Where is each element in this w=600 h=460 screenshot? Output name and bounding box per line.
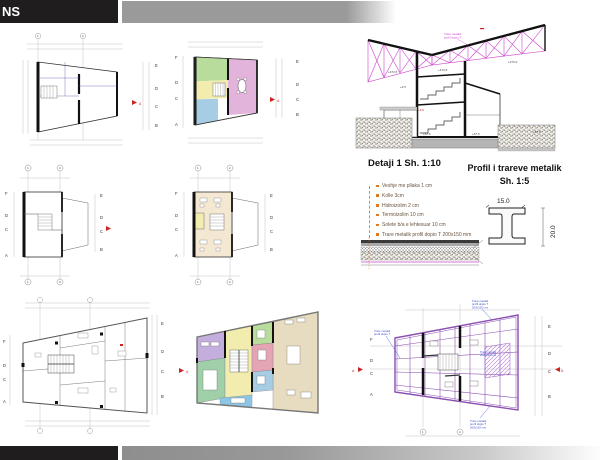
section-cut-label: A [139,102,142,106]
grid-letter: C [3,377,7,382]
section-cut-marker [132,100,137,105]
section-cut-marker [270,97,275,102]
svg-text:Trare metalik: Trare metalik [470,419,487,423]
ibeam-shape [489,208,525,244]
elevation-label: +57.5 [423,132,431,136]
red-tick [120,344,123,346]
room-green [195,57,228,82]
grid-letter: D [175,213,179,218]
bottom-black-band [0,446,118,460]
svg-text:Trare metalik: Trare metalik [374,329,391,333]
grid-letter: D [5,213,9,218]
detail-leader-line [369,186,370,238]
grid-letter: C [270,229,274,234]
grid-bubble-1: 1 [27,166,29,171]
right-truss-wing [432,25,545,65]
section-cut-marker [555,367,560,372]
grid-letter: E [270,193,273,198]
beam-note-top [472,299,492,320]
floor-plan-mid-left [0,158,115,290]
section-cut-label: A [352,369,355,373]
grid-letter: D [270,215,274,220]
grid-bubble-1: 1 [422,430,424,435]
floor-plan-mid-middle-colored [170,158,285,290]
grid-letter: B [548,394,551,399]
grid-letter: C [100,229,104,234]
svg-text:200x150 mm: 200x150 mm [480,353,497,358]
building-section-drawing [350,15,565,160]
beam-hatch-zone [485,343,510,378]
elevation-label: +473.5 [438,68,448,72]
elevation-label: +473.5 [388,70,398,74]
ground-hatch-right [498,125,555,148]
grid-letter: C [548,369,552,374]
foundation-slab [412,139,498,148]
beam-note-center [480,350,497,357]
section-cut-label: A [186,370,189,374]
svg-text:profil dopio T: profil dopio T [470,422,487,427]
grid-letter: B [296,112,299,117]
grid-letter: D [175,80,179,85]
grid-letter: F [5,191,8,196]
beam-note-bottom [470,406,490,429]
floor-plan-bottom-middle-colored [175,298,325,436]
grid-bubble-1: 1 [27,280,29,285]
section-cut-label: A [277,99,280,103]
grid-letter: D [3,363,7,368]
svg-text:Trare metalik: Trare metalik [480,350,497,354]
legend-item: Termoizolim 10 cm [376,212,482,219]
grid-letter: B [155,123,158,128]
elevation-label-red: +0.0 [418,108,424,112]
grid-letter: B [270,247,273,252]
ground-hatch-left [356,118,412,148]
profile-scale: Sh. 1:5 [499,176,530,186]
section-cut-marker [106,226,111,231]
header-title: NS [2,4,21,19]
grid-bubble-2: 2 [459,430,461,435]
grid-letter: C [155,104,159,109]
grid-letter: E [161,321,164,326]
grid-letter: E [100,193,103,198]
legend-item: Veshje me pllaka 1 cm [376,183,482,190]
grid-letter: D [100,215,104,220]
grid-letter: F [175,191,178,196]
svg-text:profil dopio T: profil dopio T [444,35,462,40]
header-bar [0,0,118,23]
grid-letter: A [3,399,6,404]
grid-letter: D [296,82,300,87]
grid-letter: D [370,358,374,363]
grid-letter: F [175,55,178,60]
legend-item: Kolle 3cm [376,193,482,200]
legend-item: Solete b/a e lehtesuar 10 cm [376,222,482,229]
grid-letter: C [175,96,179,101]
grid-bubble-1: 1 [197,166,199,171]
truss-annotation [444,32,468,45]
grid-letter: C [370,371,374,376]
elevation-label: +470.0 [508,60,518,64]
grid-bubble-2: 2 [59,280,61,285]
svg-text:200x150 mm: 200x150 mm [470,425,487,430]
grid-bubble-1: 1 [37,34,39,39]
floor-plan-bottom-left [0,293,170,435]
grid-letter: A [175,253,178,258]
profile-title: Profil i trareve metalik [467,163,562,173]
grid-letter: E [296,59,299,64]
elevation-label: +57.5 [472,132,480,136]
ibeam-profile-drawing [465,192,570,267]
height-dim-label: 20.0 [550,225,557,238]
svg-text:Trare metalik: Trare metalik [444,32,462,36]
grid-letter: C [296,97,300,102]
grid-letter: B [161,394,164,399]
grid-bubble-2: 2 [229,166,231,171]
grid-letter: F [3,339,6,344]
legend-item: Hidroizolim 2 cm [376,203,482,210]
grid-letter: E [155,63,158,68]
section-cut-label: A [561,369,564,373]
elevation-label: +57.5 [533,130,541,134]
grid-letter: B [100,247,103,252]
floor-plan-top-middle-colored [158,28,308,153]
red-tick [480,28,484,29]
grid-letter: D [548,351,552,356]
grid-letter: D [161,349,165,354]
grid-letter: C [175,227,179,232]
section-cut-marker [179,368,184,373]
svg-text:profil dopio T: profil dopio T [374,332,391,337]
grid-letter: A [5,253,8,258]
grid-letter: F [370,337,373,342]
grid-bubble-2: 2 [59,166,61,171]
grid-letter: A [175,122,178,127]
bottom-gray-band [122,446,600,460]
detail-title: Detaji 1 Sh. 1:10 [368,158,441,169]
grid-letter: D [155,86,159,91]
legend-item: Trare metalik profil dopio T 200x150 mm [376,232,482,239]
width-dim-label: 15.0 [497,198,510,205]
grid-letter: E [548,324,551,329]
grid-letter: C [5,227,9,232]
floor-plan-top-left [5,28,165,153]
section-cut-marker [358,367,363,372]
elevation-label: +4.5 [400,85,406,89]
beam-note-left [374,329,400,358]
structural-ceiling-plan [350,296,565,443]
grid-letter: A [370,392,373,397]
svg-text:Trare metalik: Trare metalik [472,299,489,303]
grid-bubble-2: 2 [229,280,231,285]
grid-letter: C [161,369,165,374]
grid-bubble-2: 2 [82,34,84,39]
svg-text:200x150 mm: 200x150 mm [472,305,489,310]
svg-text:profil dopio T: profil dopio T [472,302,489,307]
grid-bubble-1: 1 [197,280,199,285]
